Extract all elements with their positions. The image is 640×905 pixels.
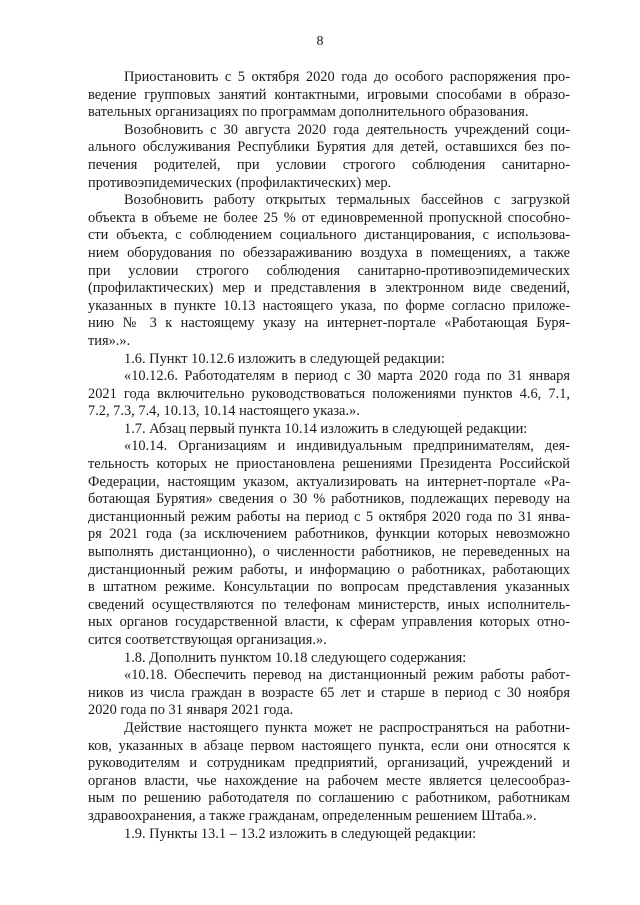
document-body (88, 69, 570, 843)
text-line: 1.7. Абзац первый пункта 10.14 изложить в следующей редакции: (124, 420, 528, 437)
text-line: при условии строгого соблюдения санитарно-противоэпидемических (88, 262, 570, 279)
text-line: 2020 года по 31 января 2021 года. (88, 702, 294, 719)
text-line: «10.12.6. Работодателям в период с 30 марта 2020 года по 31 января (124, 368, 570, 385)
text-line: ных органов государственной власти, к сферам управления которых отно- (88, 614, 570, 631)
text-line: «10.14. Организациям и индивидуальным предпринимателям, дея- (124, 438, 570, 455)
text-line: 1.6. Пункт 10.12.6 изложить в следующей редакции: (124, 350, 445, 367)
text-line: Возобновить работу открытых термальных бассейнов с загрузкой (124, 192, 570, 209)
text-line: дистанционный режим работы, и информацию о работниках, работающих (88, 561, 570, 578)
text-line: ального обслуживания Республики Бурятия для детей, оставшихся без по- (88, 139, 570, 156)
text-line: «10.18. Обеспечить перевод на дистанционный режим работы работ- (124, 667, 570, 684)
text-line: ным по решению работодателя по соглашению с работником, работникам (88, 790, 570, 807)
text-line: объекта в объеме не более 25 % от единовременной пропускной способно- (88, 209, 570, 226)
text-line: указанных в пункте 10.13 настоящего указа, по форме согласно приложе- (88, 297, 570, 314)
text-line: органов власти, чье нахождение на рабочем месте является целесообраз- (88, 772, 570, 789)
text-line: Возобновить с 30 августа 2020 года деятельность учреждений соци- (124, 121, 570, 138)
text-line: (профилактических) мер и представления в электронном виде сведений, (88, 280, 570, 297)
text-line: ря 2021 года (за исключением работников, функции которых невозможно (88, 526, 570, 543)
text-line: ков, указанных в абзаце первом настоящего пункта, если они относятся к (88, 737, 570, 754)
text-line: сведений осуществляются по телефонам министерств, иных исполнитель- (88, 596, 570, 613)
text-line: выполнять дистанционно), о численности работников, не переведенных на (88, 544, 570, 561)
text-line: тельность которых не приостановлена решениями Президента Российской (88, 456, 570, 473)
text-line: нием оборудования по обеззараживанию воздуха в помещениях, а также (88, 244, 570, 261)
text-line: сти объекта, с соблюдением социального дистанцирования, с использова- (88, 227, 570, 244)
text-line: Приостановить с 5 октября 2020 года до особого распоряжения про- (124, 69, 570, 85)
text-line: Действие настоящего пункта может не распространяться на работни- (124, 719, 570, 736)
text-line: 1.9. Пункты 13.1 – 13.2 изложить в следующей редакции: (124, 825, 477, 842)
text-line: ников из числа граждан в возрасте 65 лет и старше в период с 30 ноября (88, 684, 570, 701)
text-line: тия».». (88, 332, 131, 349)
text-line: печения родителей, при условии строгого соблюдения санитарно- (88, 156, 570, 173)
text-line: Федерации, настоящим указом, актуализировать на интернет-портале «Ра- (88, 473, 570, 490)
text-line: ботающая Бурятия» сведения о 30 % работников, подлежащих переводу на (88, 491, 570, 508)
page-number: 8 (316, 34, 324, 49)
text-line: противоэпидемических (профилактических) мер. (88, 174, 392, 191)
text-line: ведение групповых занятий контактными, игровыми способами в образо- (88, 86, 570, 103)
text-line: сится соответствующая организация.». (88, 632, 327, 648)
text-line: руководителям и сотрудникам предприятий, организаций, учреждений и (88, 755, 570, 772)
text-line: в штатном режиме. Консультации по вопросам представления указанных (88, 579, 570, 596)
text-line: дистанционный режим работы на период с 5 октября 2020 года по 31 янва- (88, 508, 570, 525)
text-line: здравоохранения, а также гражданам, определенным решением Штаба.». (88, 807, 537, 824)
text-line: 2021 года включительно руководствоваться положениями пунктов 4.6, 7.1, (88, 385, 570, 402)
text-line: нию № 3 к настоящему указу на интернет-портале «Работающая Буря- (88, 315, 570, 332)
text-line: вательных организациях по программам дополнительного образования. (88, 104, 529, 121)
text-line: 1.8. Дополнить пунктом 10.18 следующего содержания: (124, 649, 467, 666)
text-line: 7.2, 7.3, 7.4, 10.13, 10.14 настоящего указа.». (88, 403, 360, 420)
